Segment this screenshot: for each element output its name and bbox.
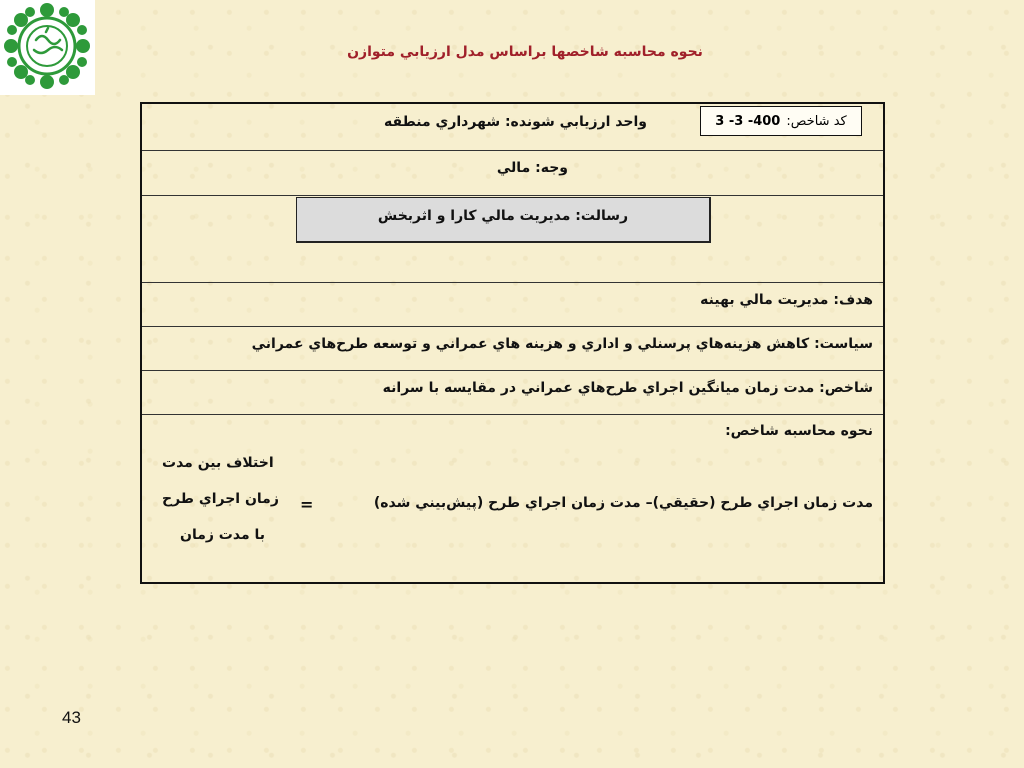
page-title: نحوه محاسبه شاخصها براساس مدل ارزيابي متوازن xyxy=(347,44,703,60)
table-row xyxy=(142,371,883,415)
formula-lhs-line-3: با مدت زمان xyxy=(180,527,266,543)
goal-label: هدف: مديريت مالي بهينه xyxy=(700,292,873,308)
logo xyxy=(0,0,95,95)
table-row xyxy=(142,196,883,283)
indicator-code-label: كد شاخص: xyxy=(786,113,847,129)
formula-lhs-line-1: اختلاف بين مدت xyxy=(162,455,274,471)
formula-lhs-line-2: زمان اجراي طرح xyxy=(162,491,279,507)
indicator-code-value: 3 -3 -400 xyxy=(715,113,781,129)
table-row xyxy=(142,327,883,371)
formula-rhs: مدت زمان اجراي طرح (حقيقي)– مدت زمان اجراي طرح (پيش‌بيني شده) xyxy=(373,495,873,511)
indicator-code-box xyxy=(700,106,862,136)
table-row xyxy=(142,283,883,327)
mission-box: رسالت: مديريت مالي كارا و اثربخش xyxy=(296,197,711,243)
table-row xyxy=(142,151,883,196)
indicator-label: شاخص: مدت زمان ميانگين اجراي طرح‌هاي عمراني در مقايسه با سرانه xyxy=(382,380,873,396)
aspect-label: وجه: مالي xyxy=(496,160,568,176)
policy-label: سياست: كاهش هزينه‌هاي پرسنلي و اداري و هزينه هاي عمراني و توسعه طرح‌هاي عمراني xyxy=(251,336,873,352)
table-row xyxy=(142,104,883,151)
indicator-table xyxy=(140,102,885,584)
tehran-municipality-logo-icon xyxy=(0,0,95,95)
page-number: 43 xyxy=(62,708,81,727)
calc-method-title: نحوه محاسبه شاخص: xyxy=(725,423,873,439)
equals-sign: = xyxy=(300,495,314,514)
table-row xyxy=(142,415,883,584)
evaluated-unit-label: واحد ارزيابي شونده: شهرداري منطقه xyxy=(384,114,647,130)
